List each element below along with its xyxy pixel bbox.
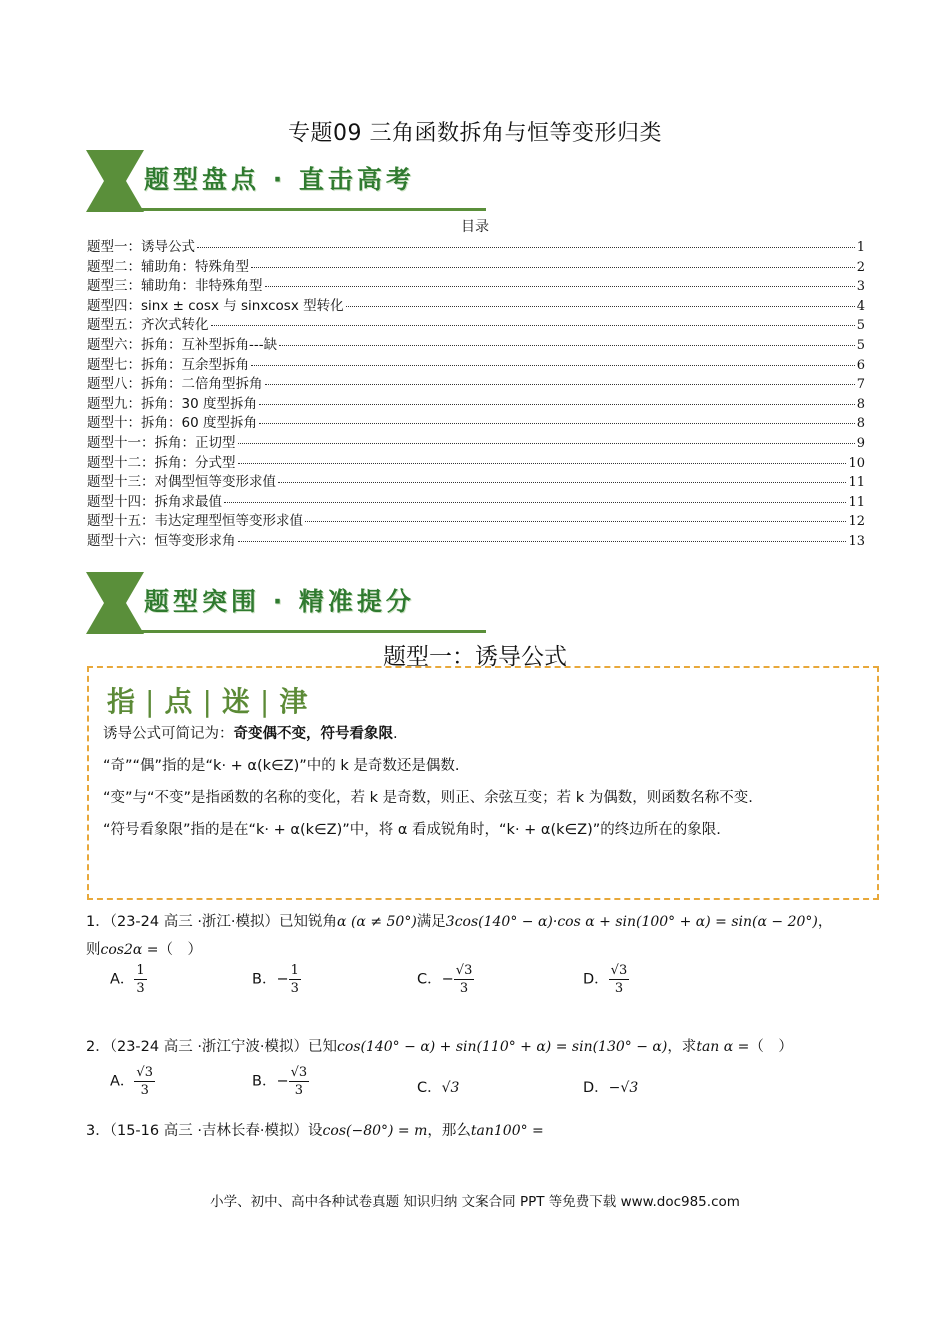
- banner-breakthrough-label: 题型突围 · 精准提分: [144, 587, 415, 616]
- toc-entry-page: 11: [848, 475, 865, 491]
- fraction-numerator: 1: [290, 963, 299, 978]
- toc-leader-dots: [259, 423, 855, 424]
- question-3: [86, 1119, 544, 1140]
- toc-entry-page: 1: [856, 240, 865, 255]
- toc-leader-dots: [238, 443, 855, 444]
- toc-entry-label: 题型二：辅助角：特殊角型: [87, 258, 249, 275]
- option-c[interactable]: [417, 962, 474, 997]
- question-text: ，那么: [427, 1123, 471, 1139]
- question-math: α (α ≠ 50°): [337, 914, 417, 930]
- option-label: A．: [110, 971, 135, 988]
- fraction-numerator: √3: [136, 1065, 153, 1080]
- toc-leader-dots: [211, 325, 855, 326]
- question-text: 3．（15-16 高三 ·吉林长春·模拟）设: [86, 1123, 323, 1139]
- toc-leader-dots: [279, 345, 855, 346]
- toc-entry[interactable]: [87, 235, 865, 255]
- banner-overview: [86, 148, 486, 214]
- toc-entry-page: 8: [856, 416, 865, 432]
- tip-line-2: “奇”“偶”指的是“k· + α(k∈Z)”中的 k 是奇数还是偶数.: [103, 758, 460, 774]
- toc-entry-label: 题型三：辅助角：非特殊角型: [87, 278, 263, 295]
- toc-entry-label: 题型十二：拆角：分式型: [87, 454, 236, 471]
- toc-leader-dots: [224, 502, 846, 503]
- option-b[interactable]: [252, 962, 301, 997]
- tip-heading-char: 点: [164, 685, 195, 718]
- option-d[interactable]: [583, 962, 629, 997]
- tip-text: .: [393, 726, 398, 742]
- question-text: （ ）: [749, 1039, 793, 1055]
- toc-entry[interactable]: [87, 431, 865, 451]
- toc-entry-page: 5: [856, 337, 865, 353]
- option-fraction: [289, 1064, 310, 1099]
- question-1-line2: [86, 938, 202, 959]
- toc-entry-page: 5: [856, 318, 865, 334]
- banner-breakthrough: [86, 570, 486, 636]
- toc-leader-dots: [265, 384, 855, 385]
- question-1-options: [0, 962, 950, 1006]
- toc-entry[interactable]: [87, 333, 865, 353]
- tip-box: [87, 666, 879, 900]
- option-sign: −: [276, 1073, 289, 1090]
- toc-leader-dots: [259, 404, 855, 405]
- toc-entry-label: 题型一：诱导公式: [87, 239, 195, 255]
- toc-leader-dots: [305, 521, 846, 522]
- toc-entry[interactable]: [87, 490, 865, 510]
- toc-entry[interactable]: [87, 529, 865, 549]
- option-label: D．: [583, 971, 609, 988]
- tip-heading-char: 迷: [221, 685, 252, 718]
- option-label: B．: [252, 1073, 277, 1090]
- tip-line-3: “变”与“不变”是指函数的名称的变化，若 k 是奇数，则正、余弦互变；若 k 为偶数，则函数名称不变.: [103, 790, 753, 806]
- option-label: D．: [583, 1080, 609, 1096]
- toc-entry[interactable]: [87, 470, 865, 490]
- question-text: ，求: [667, 1039, 697, 1055]
- question-math: tan α =: [696, 1039, 750, 1055]
- option-d[interactable]: [583, 1076, 638, 1097]
- toc-entry-page: 8: [856, 396, 865, 412]
- toc-entry-label: 题型十六：恒等变形求角: [87, 532, 236, 549]
- toc-entry[interactable]: [87, 372, 865, 392]
- toc-entry[interactable]: [87, 411, 865, 431]
- option-label: B．: [252, 971, 277, 988]
- toc-entry-label: 题型十一：拆角：正切型: [87, 434, 236, 451]
- toc-entry[interactable]: [87, 294, 865, 314]
- fraction-denominator: 3: [459, 981, 469, 996]
- question-text: ，: [817, 914, 833, 930]
- question-math: cos2α =: [100, 942, 159, 958]
- option-label: A．: [110, 1073, 135, 1090]
- option-a[interactable]: [110, 962, 147, 997]
- toc-entry-label: 题型六：拆角：互补型拆角---缺: [87, 336, 278, 353]
- toc-entry-label: 题型七：拆角：互余型拆角: [87, 356, 249, 373]
- fraction-denominator: 3: [294, 1083, 304, 1098]
- fraction-denominator: 3: [136, 981, 145, 996]
- toc-entry-page: 13: [848, 533, 865, 549]
- toc-entry-label: 题型十四：拆角求最值: [87, 493, 222, 510]
- tip-line-4: “符号看象限”指的是在“k· + α(k∈Z)”中，将 α 看成锐角时，“k· + α(k∈Z)”的终边所在的象限.: [103, 822, 721, 838]
- toc-entry-label: 题型八：拆角：二倍角型拆角: [87, 376, 263, 393]
- question-1: [86, 910, 832, 931]
- page-footer: 小学、初中、高中各种试卷真题 知识归纳 文案合同 PPT 等免费下载 www.doc985.com: [210, 1194, 740, 1210]
- question-math: tan100° =: [470, 1123, 544, 1139]
- toc-entry[interactable]: [87, 255, 865, 275]
- question-math: cos(140° − α) + sin(110° + α) = sin(130° − α): [337, 1039, 668, 1055]
- toc-entry-page: 9: [856, 435, 865, 451]
- question-2: [86, 1035, 793, 1056]
- toc-heading: 目录: [461, 219, 489, 235]
- option-value: √3: [441, 1080, 460, 1096]
- toc-entry-label: 题型十：拆角：60 度型拆角: [87, 415, 257, 432]
- toc-entry-label: 题型十三：对偶型恒等变形求值: [87, 474, 276, 491]
- fraction-denominator: 3: [140, 1083, 149, 1098]
- fraction-numerator: 1: [136, 963, 145, 978]
- tip-emphasis: 奇变偶不变，符号看象限: [233, 726, 393, 742]
- option-fraction: [289, 962, 301, 997]
- option-label: C．: [417, 1080, 442, 1096]
- fraction-denominator: 3: [614, 981, 624, 996]
- document-title: 专题09 三角函数拆角与恒等变形归类: [288, 121, 662, 146]
- question-2-options: [0, 1064, 950, 1108]
- tip-heading-char: 指: [107, 685, 138, 718]
- option-fraction: [134, 962, 146, 997]
- fraction-numerator: √3: [610, 963, 628, 978]
- toc-entry[interactable]: [87, 509, 865, 529]
- toc-leader-dots: [197, 247, 855, 248]
- toc-leader-dots: [251, 267, 855, 268]
- section-title: 题型一：诱导公式: [383, 644, 567, 670]
- tip-heading-char: 津: [279, 685, 310, 718]
- question-text: 则: [86, 942, 101, 958]
- question-math: 3cos(140° − α)·cos α + sin(100° + α) = sin(α − 20°): [445, 914, 818, 930]
- toc-entry-page: 4: [856, 298, 865, 314]
- toc-entry-label: 题型五：齐次式转化: [87, 317, 209, 334]
- option-fraction: [134, 1064, 155, 1099]
- option-label: C．: [417, 971, 442, 988]
- option-sign: −: [276, 971, 289, 988]
- toc-leader-dots: [251, 365, 855, 366]
- toc-leader-dots: [346, 306, 855, 307]
- toc-leader-dots: [265, 286, 855, 287]
- option-fraction: [454, 962, 475, 997]
- question-text: 1．（23-24 高三 ·浙江·模拟）已知锐角: [86, 914, 338, 930]
- toc-entry-label: 题型四：sinx ± cosx 与 sinxcosx 型转化: [87, 297, 344, 314]
- toc-entry-page: 3: [856, 279, 865, 295]
- toc-entry-page: 10: [848, 455, 865, 471]
- question-text: 2．（23-24 高三 ·浙江宁波·模拟）已知: [86, 1039, 338, 1055]
- toc-entry[interactable]: [87, 451, 865, 471]
- fraction-numerator: √3: [290, 1065, 308, 1080]
- toc-entry-label: 题型九：拆角：30 度型拆角: [87, 395, 257, 412]
- banner-overview-label: 题型盘点 · 直击高考: [144, 165, 415, 194]
- tip-heading: 指 | 点 | 迷 | 津: [107, 685, 310, 718]
- option-value: −√3: [608, 1080, 639, 1096]
- toc-entry-page: 6: [856, 357, 865, 373]
- toc-entry-page: 7: [856, 377, 865, 393]
- toc-entry[interactable]: [87, 392, 865, 412]
- table-of-contents: [87, 235, 865, 549]
- question-text: （ ）: [158, 942, 202, 958]
- toc-entry[interactable]: [87, 313, 865, 333]
- question-text: 满足: [416, 914, 446, 930]
- option-a[interactable]: [110, 1064, 155, 1099]
- toc-leader-dots: [278, 482, 846, 483]
- toc-entry-label: 题型十五：韦达定理型恒等变形求值: [87, 513, 303, 530]
- toc-entry[interactable]: [87, 274, 865, 294]
- toc-entry-page: 11: [848, 494, 865, 510]
- toc-leader-dots: [238, 541, 847, 542]
- toc-entry-page: 2: [856, 259, 865, 275]
- fraction-denominator: 3: [290, 981, 299, 996]
- option-sign: −: [441, 971, 454, 988]
- toc-entry[interactable]: [87, 353, 865, 373]
- tip-line-1: [103, 722, 398, 743]
- option-c[interactable]: [417, 1076, 459, 1097]
- fraction-numerator: √3: [455, 963, 473, 978]
- toc-leader-dots: [238, 463, 847, 464]
- tip-text: 诱导公式可简记为：: [103, 726, 234, 742]
- option-b[interactable]: [252, 1064, 309, 1099]
- toc-entry-page: 12: [848, 514, 865, 530]
- question-math: cos(−80°) = m: [322, 1123, 428, 1139]
- option-fraction: [609, 962, 630, 997]
